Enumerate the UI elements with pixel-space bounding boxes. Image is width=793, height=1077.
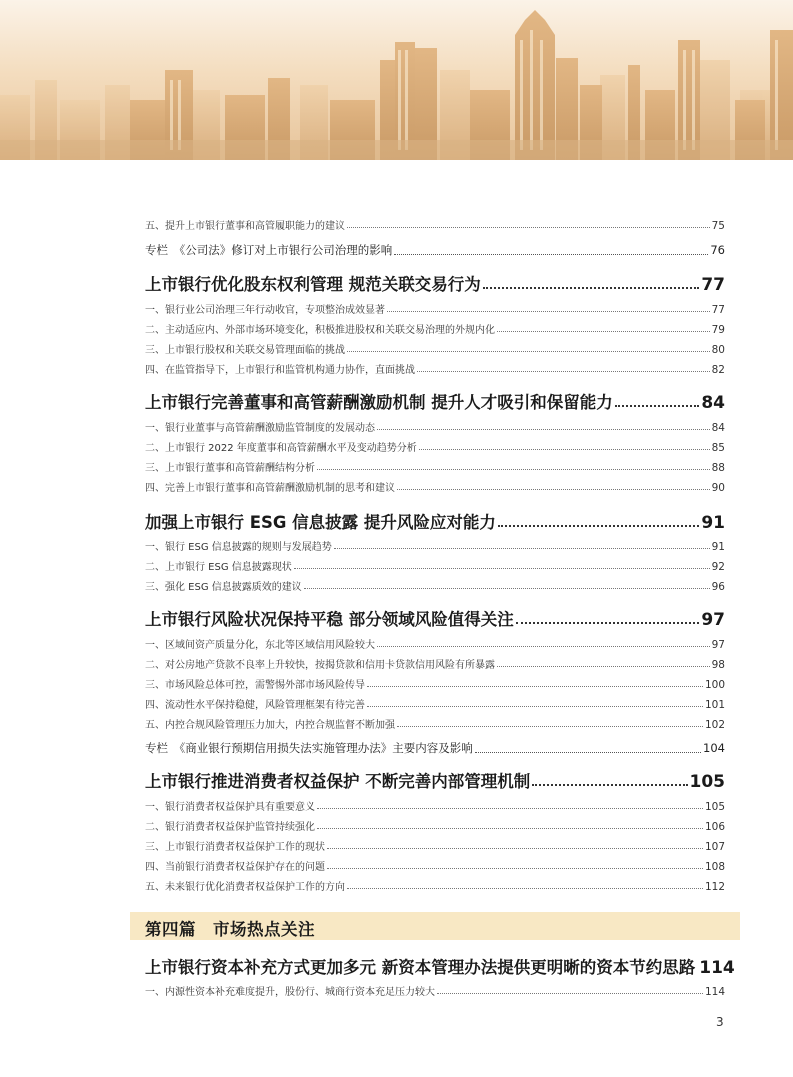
toc-entry-page: 114 [704,986,725,998]
toc-entry-title: 三、上市银行董事和高管薪酬结构分析 [145,463,315,474]
toc-section-entry[interactable] [145,716,725,731]
toc-entry-title: 二、银行消费者权益保护监管持续强化 [145,822,315,833]
toc-section-entry[interactable] [145,321,725,336]
toc-entry-title: 四、当前银行消费者权益保护存在的问题 [145,862,325,873]
toc-dot-leader [475,752,701,753]
toc-dot-leader [367,706,703,707]
toc-entry-page: 104 [703,741,725,755]
toc-entry-page: 92 [711,561,725,573]
toc-entry-title: 上市银行风险状况保持平稳 部分领域风险值得关注 [145,610,514,629]
toc-entry-title: 加强上市银行 ESG 信息披露 提升风险应对能力 [145,513,496,532]
toc-entry-title: 三、上市银行消费者权益保护工作的现状 [145,842,325,853]
toc-section-entry[interactable] [145,858,725,873]
toc-section-entry[interactable] [145,798,725,813]
toc-section-entry[interactable] [145,341,725,356]
toc-dot-leader [497,331,710,332]
toc-dot-leader [317,808,703,809]
toc-entry-page: 77 [701,275,725,295]
toc-entry-page: 84 [711,422,725,434]
toc-dot-leader [347,351,710,352]
toc-dot-leader [347,888,703,889]
toc-entry-title: 二、上市银行 2022 年度董事和高管薪酬水平及变动趋势分析 [145,443,417,454]
toc-entry-page: 108 [704,861,725,873]
toc-section-entry[interactable] [145,838,725,853]
toc-entry-page: 90 [711,482,725,494]
toc-section-entry[interactable] [145,419,725,434]
toc-entry-page: 105 [704,801,725,813]
toc-entry-page: 75 [711,220,725,232]
toc-chapter-entry[interactable] [145,389,725,413]
toc-entry-title: 四、在监管指导下，上市银行和监管机构通力协作，直面挑战 [145,365,415,376]
toc-chapter-entry[interactable] [145,606,725,630]
toc-chapter-entry[interactable] [145,271,725,295]
toc-section-entry[interactable] [145,636,725,651]
toc-entry-title: 一、区域间资产质量分化，东北等区域信用风险较大 [145,640,375,651]
toc-entry-title: 三、强化 ESG 信息披露质效的建议 [145,582,302,593]
toc-section-entry[interactable] [145,818,725,833]
toc-dot-leader [387,311,710,312]
toc-dot-leader [497,666,710,667]
toc-section-entry[interactable] [145,538,725,553]
toc-entry-page: 100 [704,679,725,691]
toc-section-entry[interactable] [145,217,725,232]
toc-dot-leader [394,254,708,255]
toc-dot-leader [417,371,710,372]
toc-entry-page: 97 [711,639,725,651]
toc-entry-title: 上市银行推进消费者权益保护 不断完善内部管理机制 [145,772,531,791]
toc-dot-leader [516,622,700,624]
toc-dot-leader [317,828,703,829]
toc-dot-leader [304,588,710,589]
toc-section-entry[interactable] [145,439,725,454]
toc-entry-title: 专栏 《公司法》修订对上市银行公司治理的影响 [145,243,393,257]
toc-entry-page: 101 [704,699,725,711]
toc-entry-title: 五、提升上市银行董事和高管履职能力的建议 [145,221,345,232]
toc-section-entry[interactable] [145,878,725,893]
toc-entry-title: 专栏 《商业银行预期信用损失法实施管理办法》主要内容及影响 [145,741,473,755]
toc-entry-page: 106 [704,821,725,833]
toc-entry-title: 二、主动适应内、外部市场环境变化，积极推进股权和关联交易治理的外规内化 [145,325,495,336]
toc-entry-page: 107 [704,841,725,853]
toc-entry-page: 97 [701,610,725,630]
toc-chapter-entry[interactable] [145,954,735,978]
toc-entry-title: 五、未来银行优化消费者权益保护工作的方向 [145,882,345,893]
toc-entry-title: 四、流动性水平保持稳健，风险管理框架有待完善 [145,700,365,711]
toc-entry-page: 77 [711,304,725,316]
toc-entry-page: 79 [711,324,725,336]
toc-entry-title: 二、对公房地产贷款不良率上升较快，按揭贷款和信用卡贷款信用风险有所暴露 [145,660,495,671]
toc-entry-title: 一、内源性资本补充难度提升，股份行、城商行资本充足压力较大 [145,987,435,998]
toc-entry-page: 91 [701,513,725,533]
toc-dot-leader [498,525,699,527]
toc-dot-leader [327,848,703,849]
toc-dot-leader [532,784,687,786]
toc-chapter-entry[interactable] [145,509,725,533]
toc-dot-leader [317,469,710,470]
toc-entry-title: 一、银行消费者权益保护具有重要意义 [145,802,315,813]
toc-entry-title: 上市银行优化股东权利管理 规范关联交易行为 [145,275,481,294]
page-number: 3 [716,1015,724,1029]
toc-dot-leader [483,287,700,289]
toc-section-entry[interactable] [145,479,725,494]
toc-chapter-entry[interactable] [145,768,725,792]
toc-dot-leader [327,868,703,869]
toc-entry-page: 114 [699,958,735,978]
toc-dot-leader [377,646,710,647]
header-city-skyline-image [0,0,793,160]
toc-entry-page: 102 [704,719,725,731]
toc-column-entry[interactable] [145,242,725,258]
toc-entry-page: 76 [710,243,725,257]
toc-entry-title: 二、上市银行 ESG 信息披露现状 [145,562,292,573]
toc-entry-title: 上市银行资本补充方式更加多元 新资本管理办法提供更明晰的资本节约思路 [145,958,696,977]
toc-section-entry[interactable] [145,578,725,593]
toc-dot-leader [397,489,710,490]
toc-entry-page: 96 [711,581,725,593]
toc-entry-title: 四、完善上市银行董事和高管薪酬激励机制的思考和建议 [145,483,395,494]
toc-section-entry[interactable] [145,301,725,316]
toc-section-entry[interactable] [145,656,725,671]
toc-section-entry[interactable] [145,983,725,998]
toc-dot-leader [347,227,710,228]
toc-entry-title: 三、市场风险总体可控，需警惕外部市场风险传导 [145,680,365,691]
part-heading-title: 第四篇 市场热点关注 [145,920,315,939]
toc-entry-page: 112 [704,881,725,893]
toc-section-entry[interactable] [145,676,725,691]
part-heading-band [130,912,740,940]
toc-dot-leader [334,548,710,549]
toc-section-entry[interactable] [145,459,725,474]
toc-entry-page: 80 [711,344,725,356]
toc-entry-title: 上市银行完善董事和高管薪酬激励机制 提升人才吸引和保留能力 [145,393,613,412]
toc-entry-page: 85 [711,442,725,454]
toc-dot-leader [367,686,703,687]
toc-entry-page: 91 [711,541,725,553]
toc-entry-page: 82 [711,364,725,376]
toc-entry-page: 98 [711,659,725,671]
toc-dot-leader [437,993,703,994]
toc-entry-page: 105 [689,772,725,792]
toc-dot-leader [397,726,703,727]
toc-dot-leader [377,429,710,430]
toc-entry-title: 一、银行业董事与高管薪酬激励监管制度的发展动态 [145,423,375,434]
toc-dot-leader [615,405,700,407]
toc-entry-page: 88 [711,462,725,474]
toc-section-entry[interactable] [145,361,725,376]
toc-entry-title: 一、银行业公司治理三年行动收官，专项整治成效显著 [145,305,385,316]
toc-section-entry[interactable] [145,558,725,573]
toc-entry-title: 一、银行 ESG 信息披露的规则与发展趋势 [145,542,332,553]
toc-column-entry[interactable] [145,740,725,756]
toc-dot-leader [294,568,710,569]
toc-entry-title: 五、内控合规风险管理压力加大，内控合规监督不断加强 [145,720,395,731]
toc-dot-leader [419,449,710,450]
toc-entry-title: 三、上市银行股权和关联交易管理面临的挑战 [145,345,345,356]
toc-section-entry[interactable] [145,696,725,711]
toc-entry-page: 84 [701,393,725,413]
